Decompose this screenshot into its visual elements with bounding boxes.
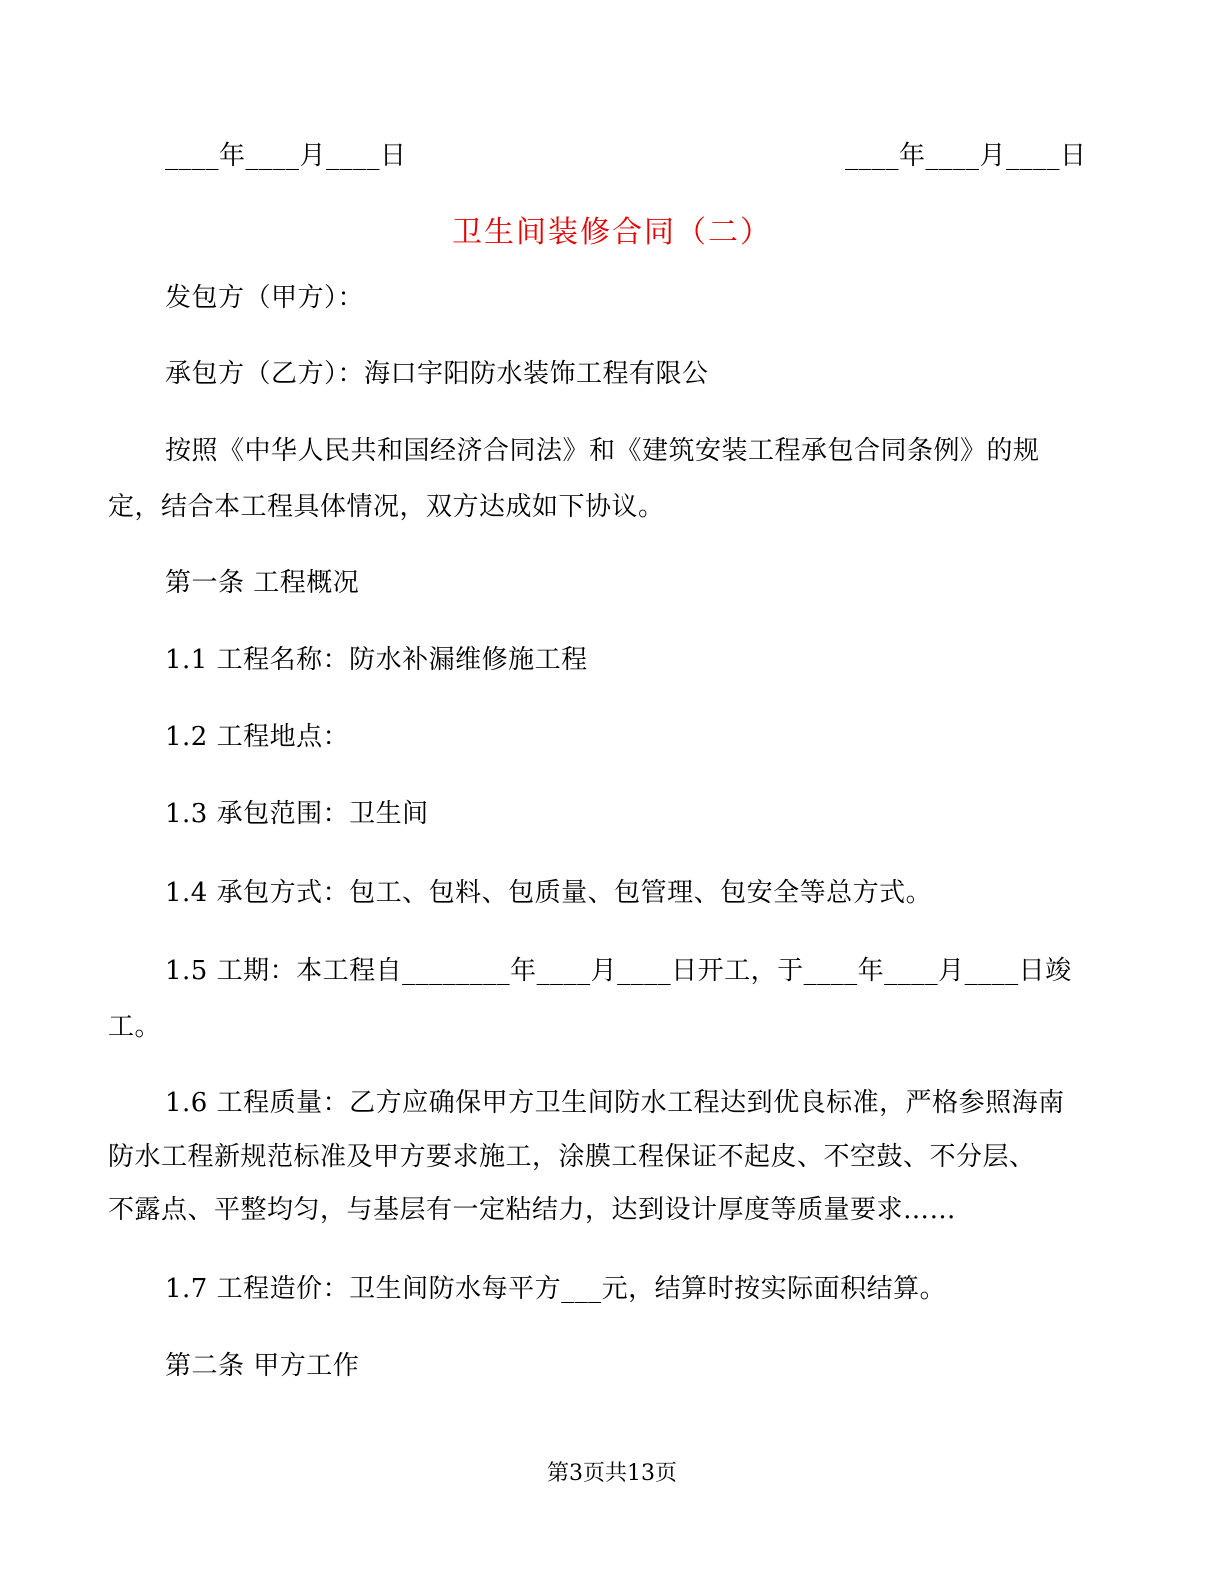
article-2-heading: 第二条 甲方工作 bbox=[165, 1351, 360, 1381]
item-1-2: 1.2 工程地点： bbox=[165, 722, 350, 752]
document-title: 卫生间装修合同（二） bbox=[452, 215, 772, 250]
signature-date-right: ____年____月____日 bbox=[845, 141, 1087, 171]
item-1-6-line-2: 防水工程新规范标准及甲方要求施工，涂膜工程保证不起皮、不空鼓、不分层、 bbox=[108, 1142, 1036, 1172]
item-1-6-line-1: 1.6 工程质量：乙方应确保甲方卫生间防水工程达到优良标准，严格参照海南 bbox=[165, 1088, 1065, 1118]
item-1-5-line-1: 1.5 工期：本工程自________年____月____日开工，于____年____月____日竣 bbox=[165, 956, 1072, 986]
intro-paragraph-line-1: 按照《中华人民共和国经济合同法》和《建筑安装工程承包合同条例》的规 bbox=[165, 436, 1040, 466]
item-1-5-line-2: 工。 bbox=[108, 1012, 162, 1042]
party-b-line: 承包方（乙方）：海口宇阳防水装饰工程有限公 bbox=[165, 359, 709, 389]
item-1-3: 1.3 承包范围：卫生间 bbox=[165, 799, 429, 829]
page-number: 第3页共13页 bbox=[547, 1461, 677, 1486]
intro-paragraph-line-2: 定，结合本工程具体情况，双方达成如下协议。 bbox=[108, 492, 665, 522]
item-1-6-line-3: 不露点、平整均匀，与基层有一定粘结力，达到设计厚度等质量要求…… bbox=[108, 1195, 957, 1225]
item-1-1: 1.1 工程名称：防水补漏维修施工程 bbox=[165, 645, 588, 675]
item-1-7: 1.7 工程造价：卫生间防水每平方___元，结算时按实际面积结算。 bbox=[165, 1274, 947, 1304]
party-a-line: 发包方（甲方）： bbox=[165, 283, 365, 313]
item-1-4: 1.4 承包方式：包工、包料、包质量、包管理、包安全等总方式。 bbox=[165, 878, 933, 908]
article-1-heading: 第一条 工程概况 bbox=[165, 568, 360, 598]
signature-date-left: ____年____月____日 bbox=[165, 141, 407, 171]
